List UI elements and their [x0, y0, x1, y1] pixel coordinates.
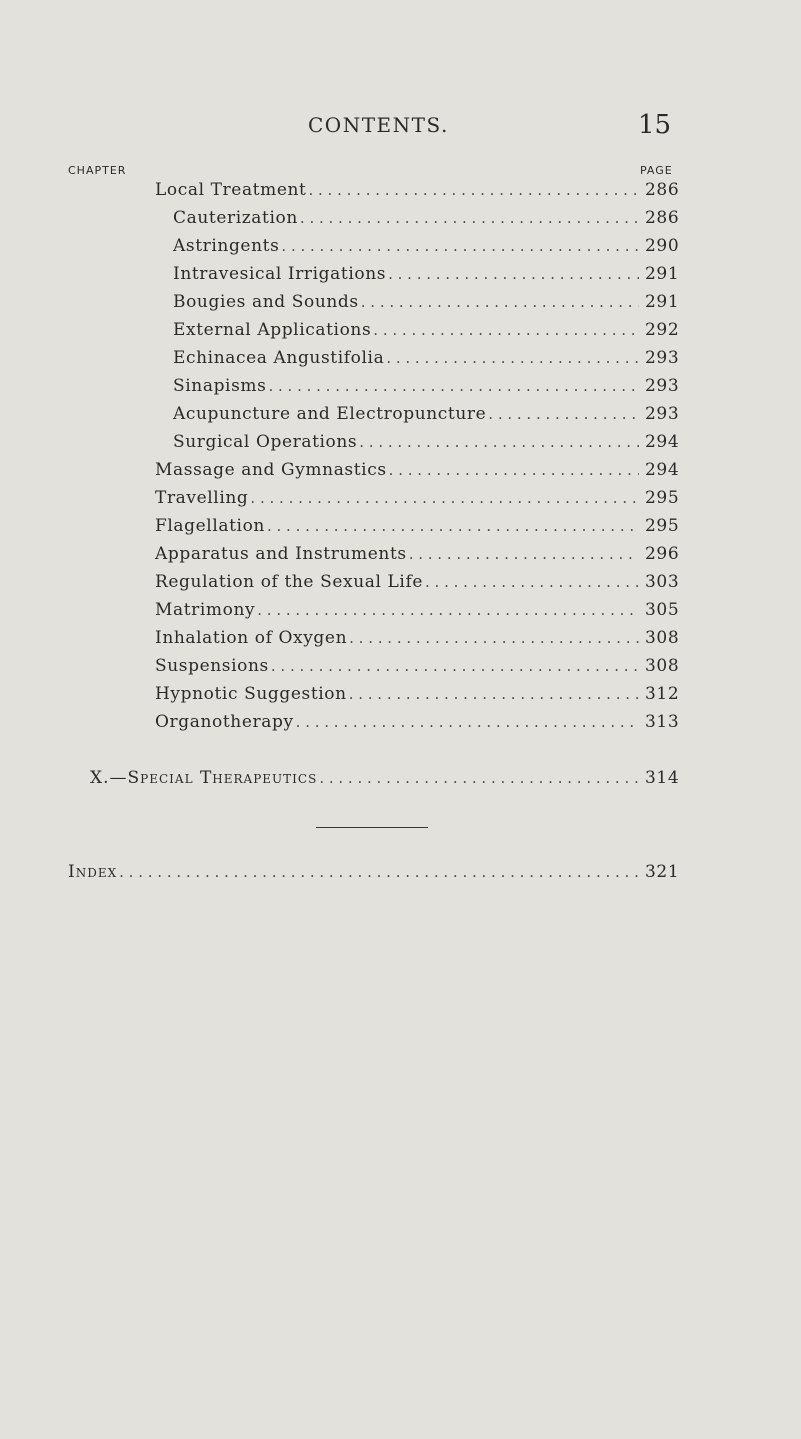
dot-leader [349, 685, 639, 703]
dot-leader [373, 321, 639, 339]
toc-entry [173, 404, 685, 430]
index-entry-title: Index [68, 862, 118, 882]
toc-entry-page: 286 [645, 180, 680, 200]
toc-entry [173, 292, 685, 318]
toc-entry-title: Sinapisms [173, 376, 267, 396]
toc-entry-page: 290 [645, 236, 680, 256]
dot-leader [268, 377, 639, 395]
toc-entry-page: 292 [645, 320, 680, 340]
toc-entry-page: 291 [645, 264, 680, 284]
dot-leader [296, 713, 639, 731]
toc-entry [155, 572, 685, 598]
dot-leader [119, 863, 639, 881]
toc-entry [155, 488, 685, 514]
toc-entry [155, 656, 685, 682]
section-divider-rule [316, 827, 428, 828]
running-title: CONTENTS. [308, 113, 449, 137]
toc-entry-page: 295 [645, 516, 680, 536]
toc-entry-page: 293 [645, 376, 680, 396]
dot-leader [389, 461, 639, 479]
toc-entry-title: Cauterization [173, 208, 298, 228]
dot-leader [300, 209, 639, 227]
toc-entry-page: 293 [645, 404, 680, 424]
dot-leader [425, 573, 639, 591]
toc-entry [173, 236, 685, 262]
toc-entry-title: Bougies and Sounds [173, 292, 359, 312]
toc-entry-title: Organotherapy [155, 712, 294, 732]
toc-entry-page: 286 [645, 208, 680, 228]
dot-leader [250, 489, 639, 507]
dot-leader [257, 601, 639, 619]
running-head [0, 110, 801, 146]
toc-entry [155, 628, 685, 654]
toc-entry-page: 293 [645, 348, 680, 368]
dot-leader [388, 265, 639, 283]
dot-leader [361, 293, 639, 311]
toc-entry-page: 308 [645, 656, 680, 676]
index-entry [68, 862, 685, 888]
toc-entry-page: 305 [645, 600, 680, 620]
toc-entry [173, 432, 685, 458]
toc-entry-page: 294 [645, 432, 680, 452]
page-number: 15 [638, 110, 672, 140]
toc-entry-title: Regulation of the Sexual Life [155, 572, 423, 592]
dot-leader [359, 433, 639, 451]
chapter-entry [90, 768, 685, 794]
chapter-entry-title: X.—Special Therapeutics [90, 768, 318, 788]
toc-entry [155, 516, 685, 542]
toc-entry [173, 376, 685, 402]
toc-entry-page: 296 [645, 544, 680, 564]
toc-entry-page: 308 [645, 628, 680, 648]
toc-entry-page: 312 [645, 684, 680, 704]
toc-entry [173, 264, 685, 290]
toc-entry-title: Echinacea Angustifolia [173, 348, 385, 368]
toc-entry-title: Travelling [155, 488, 249, 508]
toc-entry-title: Acupuncture and Electropuncture [173, 404, 487, 424]
dot-leader [349, 629, 639, 647]
toc-entry [173, 348, 685, 374]
index-entry-page: 321 [645, 862, 680, 882]
toc-entry [173, 320, 685, 346]
toc-entry [155, 684, 685, 710]
toc-entry [173, 208, 685, 234]
toc-entry-title: Local Treatment [155, 180, 307, 200]
toc-entry-page: 291 [645, 292, 680, 312]
toc-entry-title: Matrimony [155, 600, 256, 620]
toc-entry-title: Astringents [173, 236, 280, 256]
toc-entry-page: 295 [645, 488, 680, 508]
toc-entry [155, 712, 685, 738]
toc-entry-title: Apparatus and Instruments [155, 544, 407, 564]
toc-entry [155, 180, 685, 206]
toc-entry-title: Massage and Gymnastics [155, 460, 387, 480]
toc-entry-title: Intravesical Irrigations [173, 264, 387, 284]
dot-leader [319, 769, 639, 787]
dot-leader [409, 545, 639, 563]
toc-entry-title: Flagellation [155, 516, 265, 536]
toc-entry-title: Inhalation of Oxygen [155, 628, 348, 648]
toc-entry-page: 294 [645, 460, 680, 480]
dot-leader [308, 181, 639, 199]
toc-entry-page: 313 [645, 712, 680, 732]
toc-entry-page: 303 [645, 572, 680, 592]
toc-entry-title: Hypnotic Suggestion [155, 684, 347, 704]
toc-entry-title: Suspensions [155, 656, 269, 676]
dot-leader [267, 517, 639, 535]
toc-entry-title: Surgical Operations [173, 432, 358, 452]
toc-entry-title: External Applications [173, 320, 372, 340]
toc-entry [155, 460, 685, 486]
chapter-entry-page: 314 [645, 768, 680, 788]
chapter-column-heading: CHAPTER [68, 164, 127, 177]
dot-leader [488, 405, 639, 423]
dot-leader [271, 657, 639, 675]
toc-entry [155, 600, 685, 626]
page-column-heading: PAGE [640, 164, 673, 177]
toc-entry [155, 544, 685, 570]
dot-leader [386, 349, 639, 367]
dot-leader [281, 237, 639, 255]
